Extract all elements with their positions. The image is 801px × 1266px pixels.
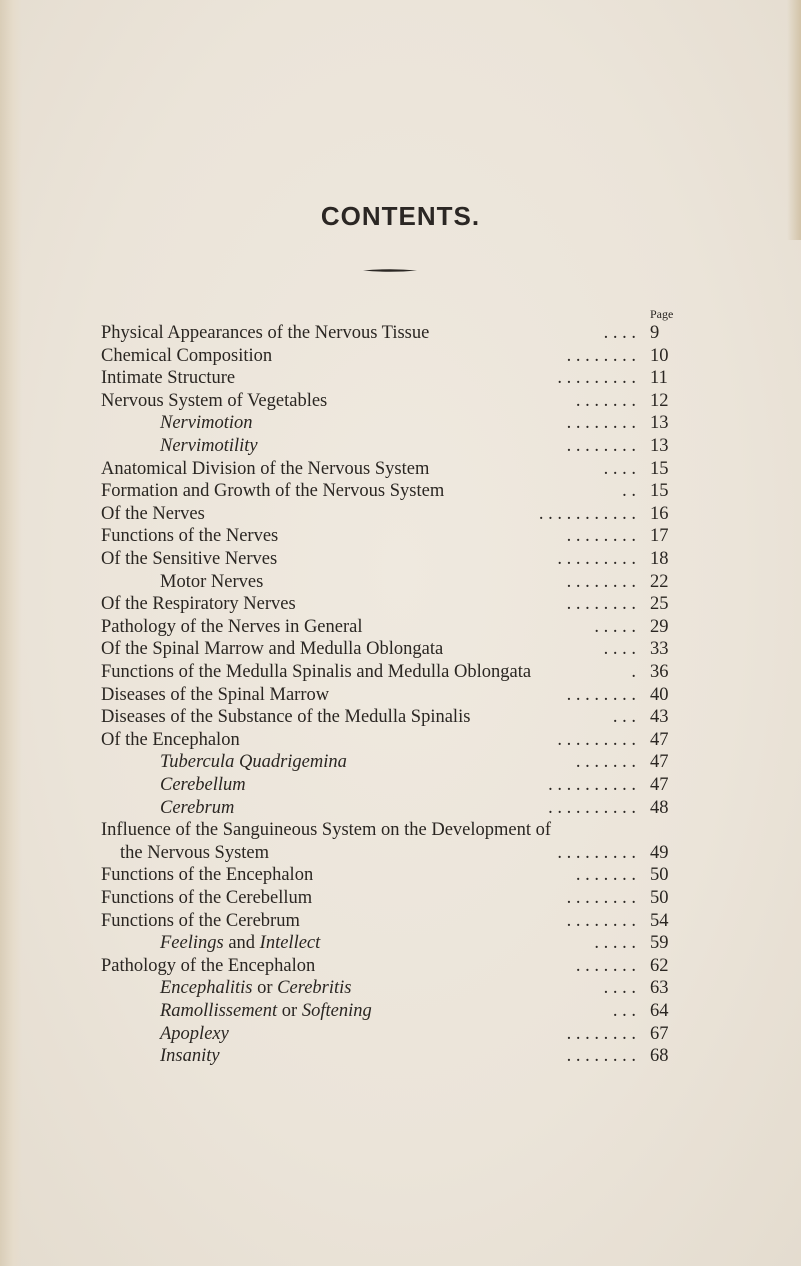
- toc-entry: [160, 977, 690, 999]
- toc-leader-dots: . .: [622, 481, 636, 502]
- toc-page-number: 47: [650, 775, 669, 795]
- toc-entry: [101, 729, 690, 751]
- toc-page-number: 43: [650, 707, 669, 728]
- toc-entry: [101, 819, 690, 841]
- toc-entry-title-italic: Feelings: [160, 933, 224, 954]
- toc-entry-title: Physical Appearances of the Nervous Tissue: [101, 323, 430, 343]
- toc-entry-title: Functions of the Encephalon: [101, 865, 314, 886]
- toc-page-number: 59: [650, 933, 669, 954]
- toc-leader-dots: . . . .: [603, 323, 636, 343]
- toc-entry-title-connector: and: [223, 933, 260, 954]
- toc-entry-title: Apoplexy: [160, 1023, 229, 1044]
- toc-entry: [160, 1045, 690, 1067]
- toc-leader-dots: . . . . . . . .: [566, 594, 636, 615]
- toc-page-number: 62: [650, 955, 669, 976]
- toc-page-number: 12: [650, 390, 669, 411]
- toc-leader-dots: . . . . . . . . . . .: [538, 503, 636, 524]
- toc-page-number: 36: [650, 662, 669, 682]
- toc-leader-dots: . . . . . . . .: [566, 436, 636, 456]
- toc-page-number: 10: [650, 345, 669, 366]
- toc-entry: [101, 661, 690, 683]
- toc-leader-dots: . . . . . . . .: [566, 1023, 636, 1044]
- toc-entry: [101, 548, 690, 570]
- toc-leader-dots: . . . . . . . .: [566, 526, 636, 547]
- toc-leader-dots: . . . .: [603, 458, 636, 479]
- toc-entry-title: Pathology of the Encephalon: [101, 955, 316, 976]
- toc-leader-dots: . . .: [612, 1001, 636, 1021]
- toc-entry-title: Functions of the Medulla Spinalis and Medulla Oblongata: [101, 662, 532, 682]
- toc-entry-title-connector: or: [252, 978, 278, 999]
- toc-entry: [101, 322, 690, 344]
- toc-entry: [101, 864, 690, 886]
- toc-entry: [160, 751, 690, 773]
- toc-leader-dots: . . . . . . . .: [566, 888, 636, 908]
- toc-leader-dots: . . . . . . . . . .: [548, 797, 636, 818]
- toc-entry: [101, 503, 690, 525]
- toc-entry: [101, 390, 690, 412]
- toc-entry-title: Diseases of the Spinal Marrow: [101, 684, 330, 705]
- toc-entry-title: the Nervous System: [120, 842, 270, 863]
- toc-leader-dots: . . . . .: [594, 616, 636, 637]
- toc-page-number: 25: [650, 594, 669, 615]
- toc-page-number: 13: [650, 436, 669, 456]
- toc-entry-title: Functions of the Nerves: [101, 526, 279, 547]
- toc-leader-dots: . . . . . . . . . .: [548, 775, 636, 795]
- toc-entry: [101, 345, 690, 367]
- toc-leader-dots: . . . .: [603, 639, 636, 660]
- toc-entry: [101, 525, 690, 547]
- toc-entry-title: [160, 932, 320, 954]
- toc-leader-dots: . . .: [612, 707, 636, 728]
- toc-entry: [101, 593, 690, 615]
- toc-page-number: 68: [650, 1046, 669, 1067]
- toc-page-number: 33: [650, 639, 669, 660]
- toc-page-number: 18: [650, 549, 669, 569]
- toc-leader-dots: . . . . . . . .: [566, 910, 636, 931]
- toc-leader-dots: . . . . . . .: [575, 390, 636, 411]
- toc-entry-title: Nervous System of Vegetables: [101, 390, 328, 411]
- toc-entry: [101, 458, 690, 480]
- toc-entry-title: Intimate Structure: [101, 368, 236, 389]
- toc-page-number: 54: [650, 910, 669, 931]
- toc-entry: [101, 684, 690, 706]
- toc-entry-title: Functions of the Cerebellum: [101, 888, 313, 908]
- toc-leader-dots: . . . . . . . . .: [557, 842, 636, 863]
- toc-leader-dots: . . . . . . . . .: [557, 549, 636, 569]
- toc-entry-title: Diseases of the Substance of the Medulla Spinalis: [101, 707, 471, 728]
- toc-entry: [101, 910, 690, 932]
- toc-leader-dots: .: [631, 662, 636, 682]
- toc-page-number: 16: [650, 503, 669, 524]
- toc-entry: [120, 842, 690, 864]
- toc-entry: [101, 638, 690, 660]
- toc-leader-dots: . . . . . . . .: [566, 413, 636, 434]
- ornamental-rule: [363, 268, 417, 273]
- toc-page-number: 15: [650, 458, 669, 479]
- toc-page-number: 17: [650, 526, 669, 547]
- toc-entry-title-italic: Ramollissement: [160, 1001, 278, 1021]
- toc-page-number: 29: [650, 616, 669, 637]
- toc-page-number: 50: [650, 865, 669, 886]
- toc-page-number: 47: [650, 752, 669, 773]
- toc-leader-dots: . . . . .: [594, 933, 636, 954]
- toc-leader-dots: . . . .: [603, 978, 636, 999]
- toc-entry-title: Chemical Composition: [101, 345, 273, 366]
- toc-page-number: 49: [650, 842, 669, 863]
- toc-page-number: 67: [650, 1023, 669, 1044]
- toc-entry-title: Of the Spinal Marrow and Medulla Oblongata: [101, 639, 444, 660]
- toc-page-number: 9: [650, 323, 660, 343]
- toc-entry-title: [160, 977, 352, 999]
- contents-heading: CONTENTS.: [320, 201, 481, 231]
- toc-leader-dots: . . . . . . . .: [566, 1046, 636, 1067]
- toc-entry: [101, 480, 690, 502]
- toc-entry: [160, 412, 690, 434]
- toc-entry: [101, 616, 690, 638]
- toc-entry-title-italic: Cerebritis: [277, 978, 352, 999]
- toc-entry-title: [160, 1000, 372, 1022]
- toc-entry-title: Cerebrum: [160, 797, 235, 818]
- toc-entry-title-italic: Intellect: [259, 933, 321, 954]
- toc-page-number: 40: [650, 684, 669, 705]
- toc-page-number: 48: [650, 797, 669, 818]
- toc-entry-title-italic: Encephalitis: [160, 978, 253, 999]
- toc-entry: [160, 435, 690, 457]
- toc-entry-title: Tubercula Quadrigemina: [160, 752, 347, 773]
- toc-entry-title-connector: or: [277, 1001, 302, 1021]
- toc-leader-dots: . . . . . . . . .: [557, 368, 636, 389]
- toc-entry: [101, 706, 690, 728]
- toc-leader-dots: . . . . . . . .: [566, 571, 636, 592]
- toc-page-number: 22: [650, 571, 669, 592]
- toc-entry-title: Anatomical Division of the Nervous System: [101, 458, 430, 479]
- toc-entry: [101, 955, 690, 977]
- page-edge-left: [0, 0, 22, 1266]
- toc-entry-title: Of the Sensitive Nerves: [101, 549, 278, 569]
- toc-entry-title: Influence of the Sanguineous System on the Development of: [101, 820, 552, 841]
- toc-entry-title: Formation and Growth of the Nervous System: [101, 481, 445, 502]
- toc-entry: [101, 887, 690, 909]
- toc-leader-dots: . . . . . . . .: [566, 684, 636, 705]
- toc-page-number: 50: [650, 888, 669, 908]
- toc-leader-dots: . . . . . . .: [575, 752, 636, 773]
- toc-entry-title-italic: Softening: [301, 1001, 372, 1021]
- toc-entry: [160, 797, 690, 819]
- toc-entry-title: Nervimotion: [160, 413, 253, 434]
- toc-page-number: 64: [650, 1001, 669, 1021]
- toc-entry-title: Cerebellum: [160, 775, 246, 795]
- toc-entry: [160, 1023, 690, 1045]
- toc-leader-dots: . . . . . . .: [575, 865, 636, 886]
- toc-entry-title: Pathology of the Nerves in General: [101, 616, 363, 637]
- toc-entry-title: Nervimotility: [160, 436, 258, 456]
- page-column-label: Page: [650, 307, 674, 321]
- toc-entry: [160, 774, 690, 796]
- toc-page-number: 47: [650, 729, 669, 750]
- toc-entry-title: Motor Nerves: [160, 571, 264, 592]
- toc-leader-dots: . . . . . . . .: [566, 345, 636, 366]
- toc-entry-title: Of the Respiratory Nerves: [101, 594, 296, 615]
- toc-page-number: 11: [650, 368, 668, 389]
- toc-entry-title: Of the Nerves: [101, 503, 205, 524]
- toc-page-number: 63: [650, 978, 669, 999]
- toc-entry-title: Insanity: [160, 1046, 220, 1067]
- toc-entry: [160, 932, 690, 954]
- toc-entry: [160, 571, 690, 593]
- toc-entry-title: Of the Encephalon: [101, 729, 240, 750]
- toc-entry: [101, 367, 690, 389]
- toc-page-number: 15: [650, 481, 669, 502]
- toc-entry: [160, 1000, 690, 1022]
- toc-page-number: 13: [650, 413, 669, 434]
- toc-leader-dots: . . . . . . . . .: [557, 729, 636, 750]
- toc-leader-dots: . . . . . . .: [575, 955, 636, 976]
- toc-entry-title: Functions of the Cerebrum: [101, 910, 300, 931]
